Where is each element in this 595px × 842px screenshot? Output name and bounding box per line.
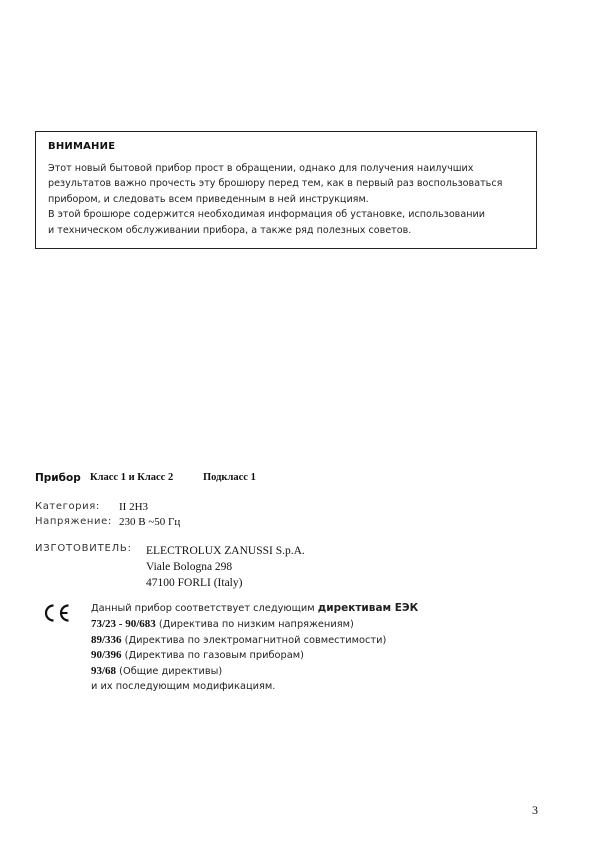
manufacturer-city: 47100 FORLI (Italy) bbox=[146, 577, 243, 589]
directive-code: 90/396 bbox=[91, 649, 122, 662]
manufacturer-label: ИЗГОТОВИТЕЛЬ: bbox=[35, 543, 132, 554]
directive-item bbox=[91, 633, 418, 649]
directive-desc: (Директива по низким напряжениям) bbox=[155, 618, 354, 630]
warning-line: прибором, и следовать всем приведенным в ней инструкциям. bbox=[48, 193, 369, 205]
voltage-value: 230 В ~50 Гц bbox=[119, 516, 181, 528]
appliance-label: Прибор bbox=[35, 472, 81, 484]
directive-item bbox=[91, 617, 418, 633]
ce-mark-icon bbox=[42, 603, 72, 623]
category-label: Категория: bbox=[35, 501, 100, 512]
warning-line: результатов важно прочесть эту брошюру перед тем, как в первый раз воспользоваться bbox=[48, 178, 503, 190]
compliance-intro: Данный прибор соответствует следующим bbox=[91, 603, 318, 614]
category-value: II 2H3 bbox=[119, 501, 149, 513]
directive-item bbox=[91, 648, 418, 664]
page-number: 3 bbox=[532, 803, 538, 817]
manufacturer-name: ELECTROLUX ZANUSSI S.p.A. bbox=[146, 545, 305, 557]
directive-code: 89/336 bbox=[91, 633, 122, 646]
directive-desc: (Директива по электромагнитной совместимости) bbox=[121, 634, 387, 646]
directive-code: 93/68 bbox=[91, 665, 117, 678]
warning-line: В этой брошюре содержится необходимая информация об установке, использовании bbox=[48, 209, 485, 221]
manufacturer-street: Viale Bologna 298 bbox=[146, 561, 233, 573]
warning-line: Этот новый бытовой прибор прост в обращении, однако для получения наилучших bbox=[48, 163, 474, 174]
directive-desc: (Общие директивы) bbox=[116, 666, 223, 678]
directive-item bbox=[91, 664, 418, 680]
warning-line: и техническом обслуживании прибора, а также ряд полезных советов. bbox=[48, 224, 412, 236]
compliance-outro: и их последующим модификациям. bbox=[91, 680, 276, 692]
warning-notice-box bbox=[35, 131, 537, 249]
voltage-label: Напряжение: bbox=[35, 516, 112, 527]
directive-desc: (Директива по газовым приборам) bbox=[121, 650, 304, 662]
compliance-block bbox=[91, 601, 418, 695]
appliance-subclass: Подкласс 1 bbox=[203, 472, 256, 483]
warning-text bbox=[48, 161, 524, 238]
appliance-class: Класс 1 и Класс 2 bbox=[90, 472, 174, 483]
warning-title: ВНИМАНИЕ bbox=[48, 141, 116, 152]
directive-code: 73/23 - 90/683 bbox=[91, 617, 156, 630]
compliance-intro-bold: директивам ЕЭК bbox=[317, 602, 419, 614]
compliance-intro-line bbox=[91, 601, 418, 617]
